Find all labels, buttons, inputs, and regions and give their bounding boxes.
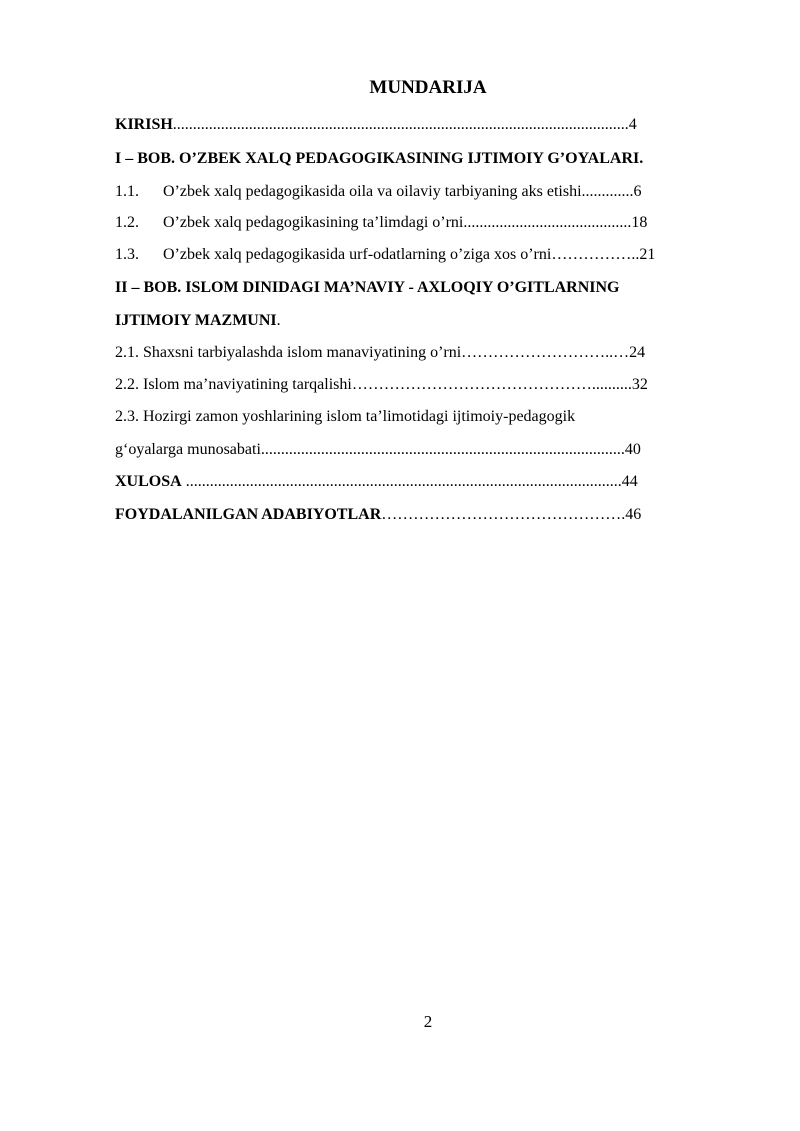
- toc-chapter-1: [115, 149, 643, 169]
- toc-entry-kirish: [115, 115, 637, 135]
- toc-label: O’zbek xalq pedagogikasida oila va oilaviy tarbiyaning aks etishi: [163, 183, 582, 200]
- toc-label: O’zbek xalq pedagogikasida urf-odatlarning o’ziga xos o’rni: [163, 246, 552, 263]
- toc-number: 1.1.: [115, 183, 139, 200]
- toc-page: 32: [631, 376, 648, 393]
- toc-number: 1.2.: [115, 214, 139, 231]
- toc-label: XULOSA: [115, 473, 182, 490]
- toc-page: 18: [631, 214, 648, 231]
- toc-dots: ………………………………………..........: [351, 376, 632, 393]
- toc-entry-2-2: [115, 375, 648, 395]
- toc-dots: .............................................................................................................: [181, 473, 622, 490]
- toc-page: 44: [621, 473, 638, 490]
- toc-page: 4: [628, 116, 637, 133]
- toc-trail: .: [276, 312, 281, 329]
- toc-page: 46: [625, 506, 642, 523]
- toc-page: 24: [629, 344, 646, 361]
- toc-dots: ……………..: [551, 246, 640, 263]
- toc-entry-2-3-line-2: [115, 440, 641, 460]
- toc-chapter-2-line-2: [115, 311, 281, 331]
- toc-dots: ………………………..…: [461, 344, 630, 361]
- toc-dots: ..........................................: [463, 214, 632, 231]
- toc-entry-1-2: [115, 213, 647, 233]
- toc-entry-adabiyotlar: [115, 505, 641, 525]
- toc-label: 2.3. Hozirgi zamon yoshlarining islom ta’limotidagi ijtimoiy-pedagogik: [115, 408, 576, 425]
- toc-page: 40: [624, 441, 641, 458]
- toc-label: I – BOB. O’ZBEK XALQ PEDAGOGIKASINING IJTIMOIY G’OYALARI.: [115, 150, 644, 167]
- toc-label: 2.1. Shaxsni tarbiyalashda islom manaviyatining o’rni: [115, 344, 462, 361]
- toc-entry-2-3-line-1: [115, 407, 575, 427]
- toc-dots: .............: [581, 183, 634, 200]
- toc-chapter-2-line-1: [115, 278, 620, 298]
- page-number: 2: [423, 1012, 433, 1031]
- toc-entry-1-3: [115, 245, 655, 265]
- toc-dots: ..................................................................................................................: [172, 116, 629, 133]
- toc-dots: ...........................................................................................: [260, 441, 625, 458]
- toc-entry-xulosa: [115, 472, 638, 492]
- toc-label: II – BOB. ISLOM DINIDAGI MA’NAVIY - AXLOQIY O’GITLARNING: [115, 279, 620, 296]
- toc-number: 1.3.: [115, 246, 139, 263]
- page-title: MUNDARIJA: [369, 77, 487, 98]
- toc-entry-2-1: [115, 343, 645, 363]
- toc-label: KIRISH: [115, 116, 173, 133]
- toc-label: FOYDALANILGAN ADABIYOTLAR: [115, 506, 382, 523]
- toc-page: 21: [639, 246, 656, 263]
- toc-label: IJTIMOIY MAZMUNI: [115, 312, 277, 329]
- toc-entry-1-1: [115, 182, 642, 202]
- toc-dots: ……………………………………….: [381, 506, 626, 523]
- toc-label: g‘oyalarga munosabati: [115, 441, 261, 458]
- toc-label: 2.2. Islom ma’naviyatining tarqalishi: [115, 376, 352, 393]
- toc-label: O’zbek xalq pedagogikasining ta’limdagi o’rni: [163, 214, 464, 231]
- toc-page: 6: [633, 183, 642, 200]
